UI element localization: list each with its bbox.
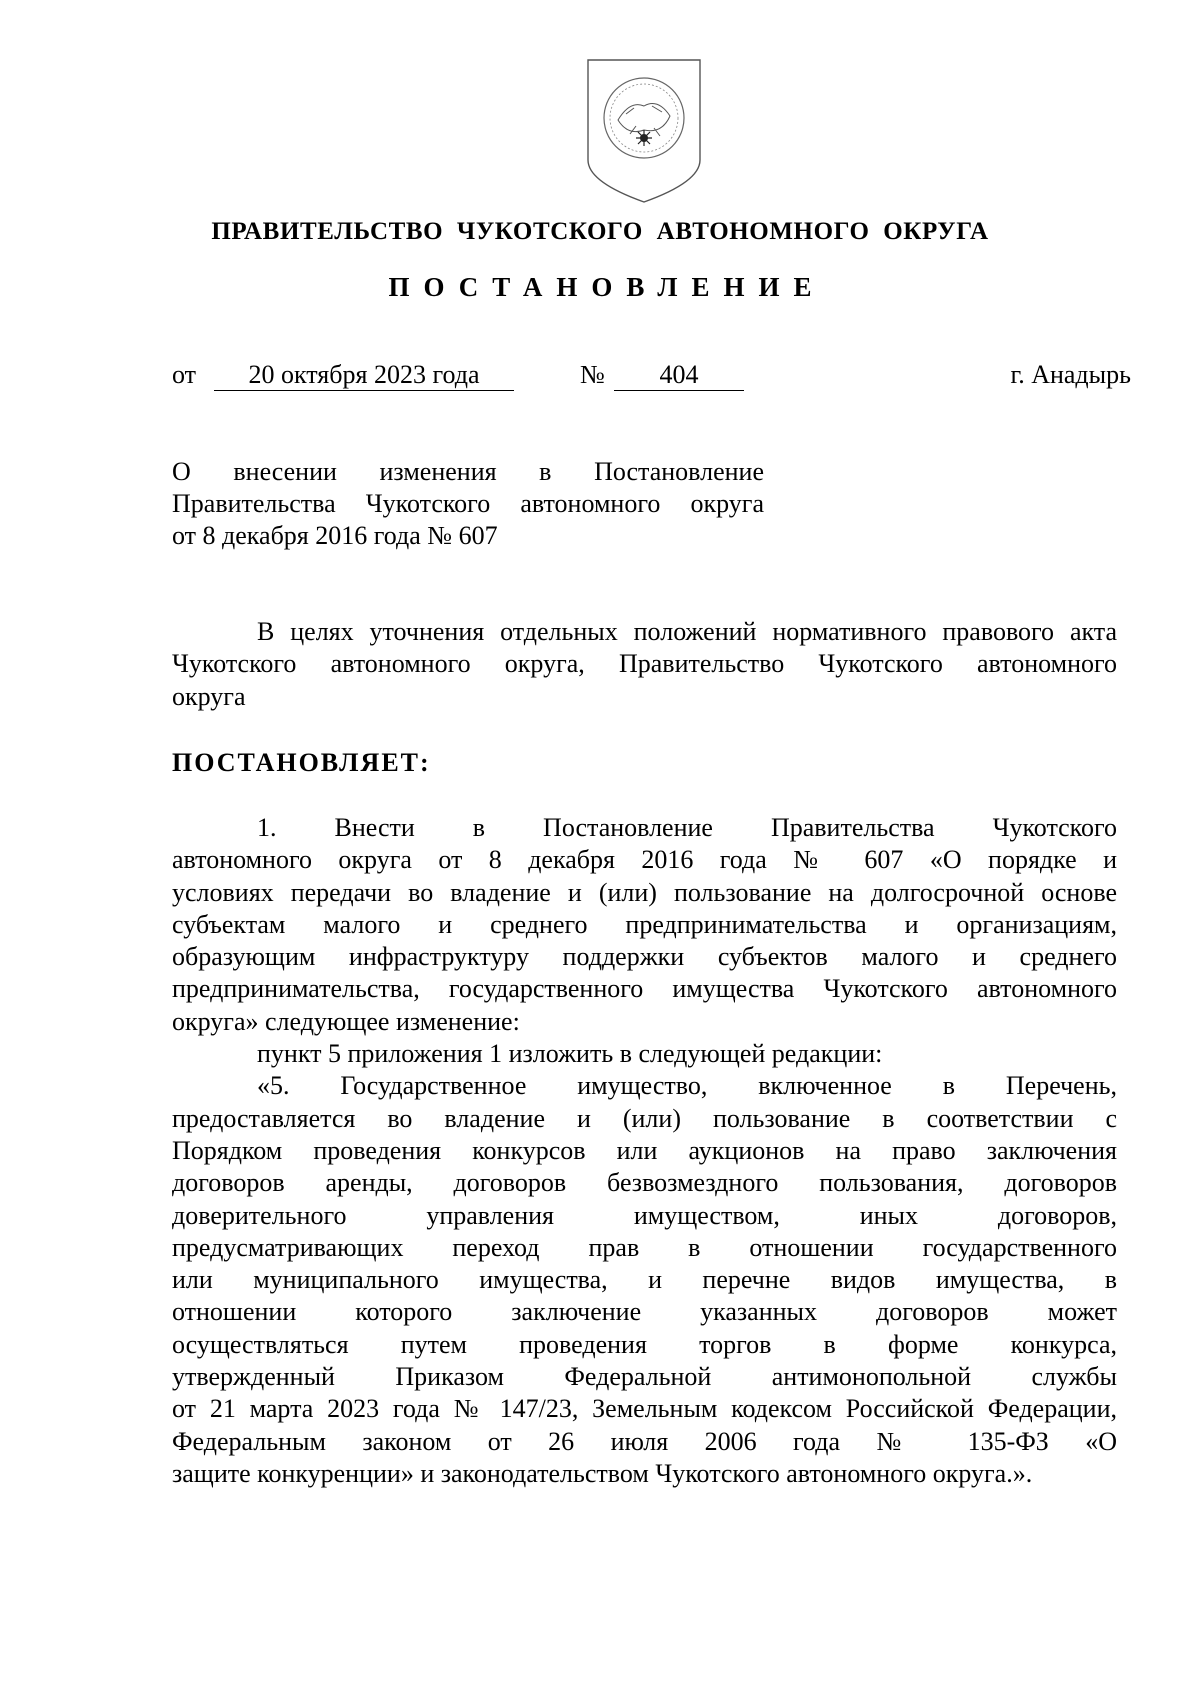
decree-heading: ПОСТАНОВЛЯЕТ: bbox=[172, 748, 431, 777]
body-line: образующим инфраструктуру поддержки субъектов малого и среднего bbox=[172, 942, 1117, 972]
body-line: Порядком проведения конкурсов или аукционов на право заключения bbox=[172, 1135, 1117, 1165]
city: г. Анадырь bbox=[1010, 360, 1131, 389]
body-line: предоставляется во владение и (или) пользование в соответствии с bbox=[172, 1103, 1117, 1133]
subject-line: Правительства Чукотского автономного округа bbox=[172, 489, 764, 518]
body-line: осуществляться путем проведения торгов в форме конкурса, bbox=[172, 1329, 1117, 1359]
body-line: Федеральным законом от 26 июля 2006 года № 135-ФЗ «О bbox=[172, 1426, 1117, 1456]
body-line: доверительного управления имуществом, иных договоров, bbox=[172, 1200, 1117, 1230]
body-line: автономного округа от 8 декабря 2016 года № 607 «О порядке и bbox=[172, 845, 1117, 875]
body-line: пункт 5 приложения 1 изложить в следующей редакции: bbox=[257, 1039, 883, 1069]
document-number: 404 bbox=[614, 360, 744, 391]
decree-body bbox=[172, 812, 1117, 1490]
preamble-line: округа bbox=[172, 681, 246, 711]
document-type: ПОСТАНОВЛЕНИЕ bbox=[388, 272, 826, 302]
subject-line: от 8 декабря 2016 года № 607 bbox=[172, 521, 498, 550]
preamble-line: В целях уточнения отдельных положений нормативного правового акта bbox=[257, 617, 1117, 646]
body-line: округа» следующее изменение: bbox=[172, 1006, 520, 1036]
document-date: 20 октября 2023 года bbox=[214, 360, 514, 391]
body-line: от 21 марта 2023 года № 147/23, Земельным кодексом Российской Федерации, bbox=[172, 1394, 1117, 1424]
body-line: субъектам малого и среднего предпринимательства и организациям, bbox=[172, 909, 1117, 939]
date-label: от bbox=[172, 360, 197, 389]
government-title: ПРАВИТЕЛЬСТВО ЧУКОТСКОГО АВТОНОМНОГО ОКРУГА bbox=[211, 218, 989, 245]
body-line: отношении которого заключение указанных договоров может bbox=[172, 1297, 1117, 1327]
body-line: утвержденный Приказом Федеральной антимонопольной службы bbox=[172, 1362, 1117, 1392]
body-line: «5. Государственное имущество, включенное в Перечень, bbox=[257, 1071, 1117, 1101]
number-label: № bbox=[580, 360, 605, 389]
body-line: или муниципального имущества, и перечне видов имущества, в bbox=[172, 1265, 1117, 1295]
preamble-line: Чукотского автономного округа, Правительство Чукотского автономного bbox=[172, 649, 1117, 679]
body-line: защите конкуренции» и законодательством Чукотского автономного округа.». bbox=[172, 1458, 1033, 1488]
body-line: 1. Внести в Постановление Правительства Чукотского bbox=[257, 813, 1117, 842]
preamble-paragraph bbox=[172, 616, 1117, 713]
body-line: договоров аренды, договоров безвозмездного пользования, договоров bbox=[172, 1168, 1117, 1198]
subject-line: О внесении изменения в Постановление bbox=[172, 457, 764, 486]
body-line: условиях передачи во владение и (или) пользование на долгосрочной основе bbox=[172, 877, 1117, 907]
body-line: предусматривающих переход прав в отношении государственного bbox=[172, 1232, 1117, 1262]
coat-of-arms-emblem bbox=[582, 56, 706, 204]
document-subject bbox=[172, 456, 764, 552]
body-line: предпринимательства, государственного имущества Чукотского автономного bbox=[172, 974, 1117, 1004]
